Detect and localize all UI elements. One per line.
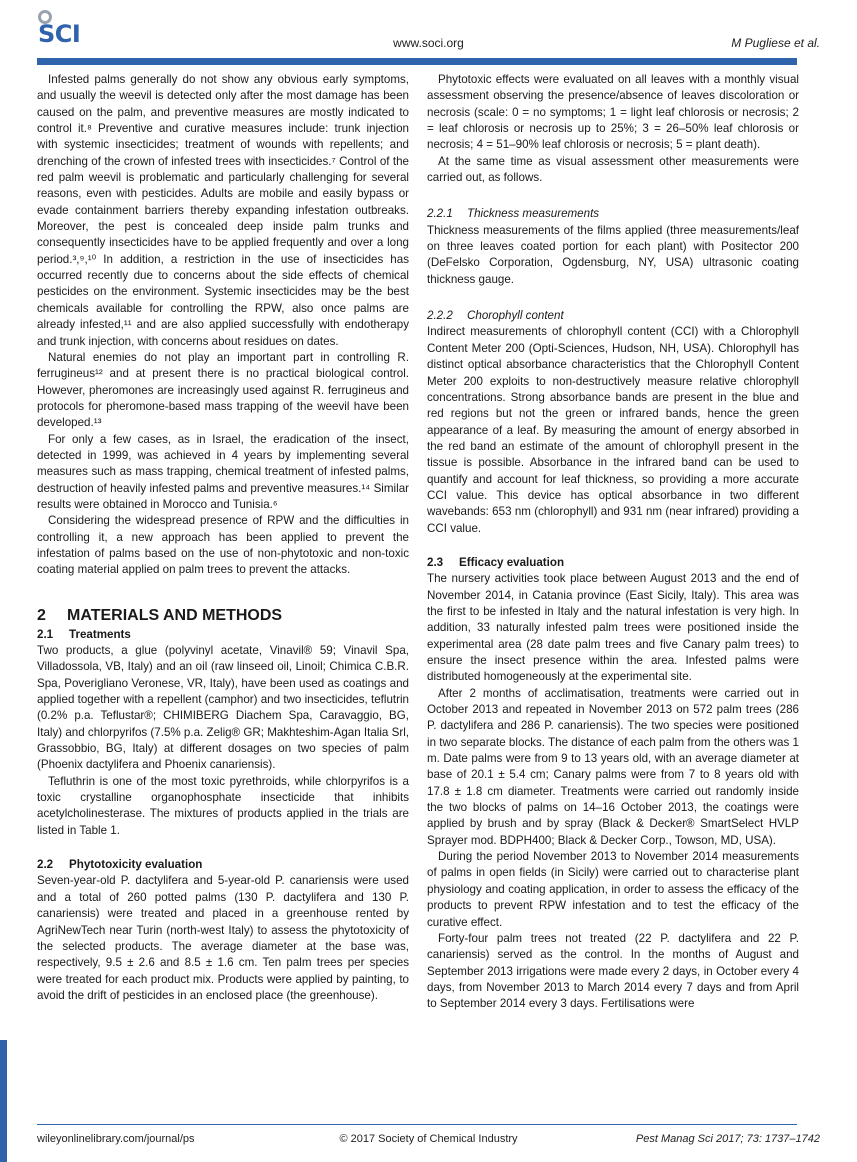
footer-journal-url[interactable]: wileyonlinelibrary.com/journal/ps bbox=[37, 1133, 195, 1145]
section-heading: 2 MATERIALS AND METHODS bbox=[37, 606, 283, 624]
paragraph: Thickness measurements of the films applied (three measurements/leaf on three leaves coated portion for each plant) with Positector 200 (DeFelsko Corporation, Ogdensburg, NY, USA) ultrasonic coating thickness gauge. bbox=[427, 223, 799, 286]
subsection-heading: 2.2 Phytotoxicity evaluation bbox=[37, 858, 203, 872]
paragraph: Infested palms generally do not show any obvious early symptoms, and usually the weevil is detected only after the most damage has been caused on the palm, and preventive measures are mostly indicated to control it.⁸ Preventive and curative measures include: trunk injection with systemic insecticides; treatment of wounds with repellents; and drenching of the crown of infested trees with insecticides.⁷ Control of the red palm weevil is problematic and particularly challenging for several reasons, even with pesticides. Adults are mobile and easily bypass or evade containment barriers thereby expanding infestation outbreaks. Moreover, the pest is concealed deep inside palm trunks and consequently insecticides have to be applied frequently and over a long period.³,⁹,¹⁰ In addition, a restriction in the use of insecticides has occurred recently due to concerns about the side effects of chemical pesticides on the environment. Systemic insecticides may be the best chemicals available for controlling the RPW, also once palms are already infested,¹¹ and are also applied successfully with endotherapy and trunk injection, with concerns about residues on dates. bbox=[37, 73, 409, 348]
left-column bbox=[37, 72, 409, 1004]
footer-citation: Pest Manag Sci 2017; 73: 1737–1742 bbox=[635, 1133, 820, 1145]
right-column bbox=[427, 72, 799, 1013]
header-url: www.soci.org bbox=[393, 36, 464, 50]
header-rule bbox=[37, 58, 797, 65]
paragraph: Forty-four palm trees not treated (22 P. dactylifera and 22 P. canariensis) served as the control. In the months of August and September 2013 irrigations were made every 2 days, in October every 4 days, from November 2013 to March 2014 every 7 days and from April to September 2014 every 3 days. Fertilisations were bbox=[427, 931, 799, 1011]
paragraph: Natural enemies do not play an important part in controlling R. ferrugineus¹² and at present there is no practical biological control. However, pheromones are increasingly used against R. ferrugineus and protocols for pheromone-based mass trapping of the weevil have been developed.¹³ bbox=[37, 350, 409, 430]
paragraph: After 2 months of acclimatisation, treatments were carried out in October 2013 and repeated in November 2013 on 572 palm trees (286 P. dactylifera and 286 P. canariensis). The two species were positioned in two separate blocks. The distance of each palm from the others was 1 m. Date palms were from 9 to 13 years old, with an average diameter at base of 20.1 ± 5.4 cm; Canary palms were from 7 to 8 years old with 17.8 ± 1.8 cm diameter. Treatments were carried out randomly inside the two blocks of palms on 14–16 October 2013, the coatings were applied by brush and by spray (Black & Decker® SmartSelect HVLP Sprayer mod. BDPH400; Black & Decker Corp., Towson, MD, USA). bbox=[427, 686, 799, 847]
header-author: M Pugliese et al. bbox=[731, 36, 820, 50]
paragraph: Tefluthrin is one of the most toxic pyrethroids, while chlorpyrifos is a toxic crystalline organophosphate insecticide that inhibits acetylcholinesterase. The mixtures of products applied in the trials are listed in Table 1. bbox=[37, 774, 409, 837]
paragraph: The nursery activities took place between August 2013 and the end of November 2014, in Catania province (East Sicily, Italy). This area was the first to be infested in Italy and the natural infestation is very high. In addition, 33 naturally infested palm trees were positioned inside the experimental area (28 date palm trees and five Canary palm trees) to ensure the insect presence within the area. Infested palms were distributed homogeneously at the experimental site. bbox=[427, 572, 799, 684]
paragraph: Phytotoxic effects were evaluated on all leaves with a monthly visual assessment observing the presence/absence of leaves discoloration or necrosis (scale: 0 = no symptoms; 1 = light leaf chlorosis or necrosis; 2 = leaf chlorosis or necrosis up to 25%; 3 = 26–50% leaf chlorosis or necrosis; 4 = 51–90% leaf chlorosis or necrosis; 5 = plant death). bbox=[427, 73, 799, 152]
paragraph: During the period November 2013 to November 2014 measurements of palms in open fields (in Sicily) were carried out to characterise plant physiology and coating application, in order to assess the efficacy of the products to prevent RPW infestation and to test the efficacy of the curative effect. bbox=[427, 850, 799, 929]
paragraph: At the same time as visual assessment other measurements were carried out, as follows. bbox=[427, 154, 799, 185]
subsection-heading: 2.3 Efficacy evaluation bbox=[427, 555, 565, 569]
subsubsection-heading: 2.2.1 Thickness measurements bbox=[427, 207, 600, 221]
subsubsection-heading: 2.2.2 Chorophyll content bbox=[427, 309, 564, 323]
side-accent-bar bbox=[0, 1040, 7, 1162]
footer-rule bbox=[37, 1124, 797, 1125]
logo-text: SCI bbox=[38, 20, 81, 48]
paragraph: For only a few cases, as in Israel, the eradication of the insect, detected in 1999, was achieved in 4 years by implementing several measures such as mass trapping, chemical treatment of infested palms, destruction of heavily infested palms and preventive measures.¹⁴ Similar results were obtained in Morocco and Tunisia.⁶ bbox=[37, 432, 409, 511]
paragraph: Indirect measurements of chlorophyll content (CCI) with a Chlorophyll Content Meter 200 (Opti-Sciences, Hudson, NH, USA). Chlorophyll has distinct optical absorbance characteristics that the Chlorophyll Content Meter 200 exploits to non-destructively measure relative chlorophyll concentrations. Strong absorbance bands are present in the blue and red regions but not the green or infrared bands, hence the green appearance of a leaf. By measuring the amount of energy absorbed in the red band an estimate of the amount of chlorophyll present in the tissue is possible. Absorbance in the infrared band can be used to quantify and account for leaf thickness, so providing a more accurate CCI value. This device has optical absorbance in two different wavebands: 653 nm (chlorophyll) and 931 nm (near infrared) providing a CCI value. bbox=[427, 325, 799, 535]
paragraph: Considering the widespread presence of RPW and the difficulties in controlling it, a new approach has been applied to prevent the infestation of palms based on the use of non-phytotoxic and non-toxic coating material applied on palm trees to prevent the attacks. bbox=[37, 514, 409, 577]
footer-copyright: © 2017 Society of Chemical Industry bbox=[339, 1133, 518, 1145]
paragraph: Seven-year-old P. dactylifera and 5-year-old P. canariensis were used and a total of 260 potted palms (130 P. dactylifera and 130 P. canariensis) were treated and placed in a greenhouse rented by AgriNewTech near Turin (north-west Italy) to assess the phytotoxicity of the selected products. The average diameter at the base was, respectively, 9.5 ± 2.6 and 8.5 ± 1.6 cm. Ten palm trees per species were treated for each product mix. Products were applied by painting, to avoid the drift of pesticides in an enclosed place (the greenhouse). bbox=[37, 874, 409, 1002]
paragraph: Two products, a glue (polyvinyl acetate, Vinavil® 59; Vinavil Spa, Villadossola, VB, Italy) and an oil (raw linseed oil, Linoil; Chimica C.B.R. Spa, Poverigliano Veronese, VR, Italy), have been used as coatings and applied together with a repellent (camphor) and two insecticides, teflutrin (0.2% p.a. Teflustar®; CHIMIBERG Diachem Spa, Caravaggio, BG, Italy) and chlorpyrifos (7.5% p.a. Zelig® GR; Makhteshim-Agan Italia Srl, Grassobbio, BG, Italy) at different dosages on two species of palm (Phoenix dactylifera and Phoenix canariensis). bbox=[37, 644, 409, 772]
subsection-heading: 2.1 Treatments bbox=[37, 627, 131, 641]
